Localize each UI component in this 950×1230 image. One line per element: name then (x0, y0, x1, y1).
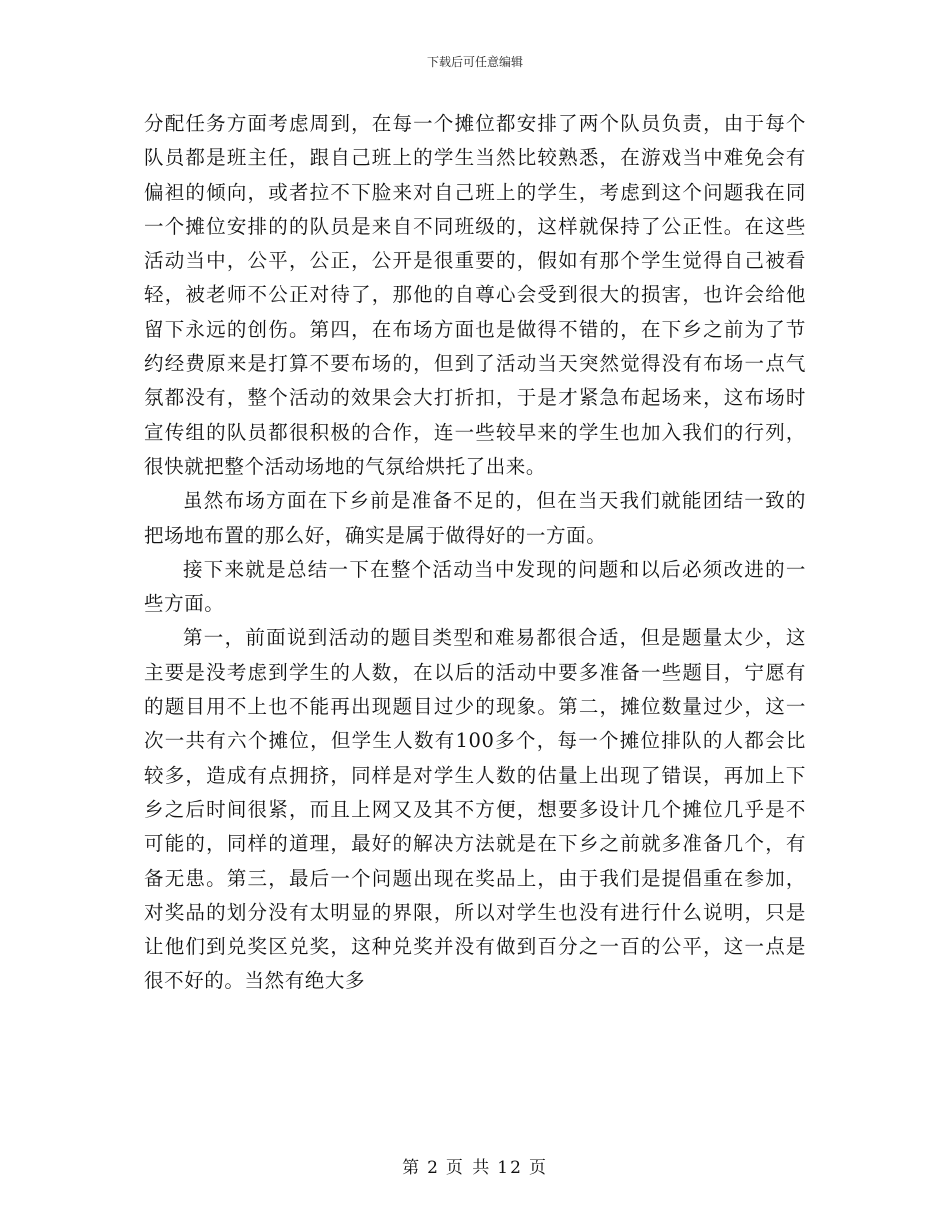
page-footer (0, 1153, 950, 1178)
page-header-note: 下载后可任意编辑 (426, 55, 523, 69)
footer-prefix: 第 (402, 1158, 422, 1178)
paragraph-2: 虽然布场方面在下乡前是准备不足的，但在当天我们就能团结一致的把场地布置的那么好，确实是属于做得好的一方面。 (144, 489, 806, 547)
footer-current-page: 2 (427, 1158, 440, 1178)
footer-total-pages: 12 (497, 1158, 523, 1178)
document-body (144, 107, 806, 999)
footer-suffix: 页 (528, 1158, 548, 1178)
footer-middle: 页 共 (445, 1158, 492, 1178)
paragraph-3: 接下来就是总结一下在整个活动当中发现的问题和以后必须改进的一些方面。 (144, 557, 806, 616)
paragraph-1: 分配任务方面考虑周到，在每一个摊位都安排了两个队员负责，由于每个队员都是班主任，跟自己班上的学生当然比较熟悉，在游戏当中难免会有偏袒的倾向，或者拉不下脸来对自己班上的学生，考虑到这个问题我在同一个摊位安排的的队员是来自不同班级的，这样就保持了公正性。在这些活动当中，公平，公正，公开是很重要的，假如有那个学生觉得自己被看轻，被老师不公正对待了，那他的自尊心会受到很大的损害，也许会给他留下永远的创伤。第四，在布场方面也是做得不错的，在下乡之前为了节约经费原来是打算不要布场的，但到了活动当天突然觉得没有布场一点气氛都没有，整个活动的效果会大打折扣，于是才紧急布起场来，这布场时宣传组的队员都很积极的合作，连一些较早来的学生也加入我们的行列，很快就把整个活动场地的气氛给烘托了出来。 (144, 112, 806, 478)
paragraph-4: 第一，前面说到活动的题目类型和难易都很合适，但是题量太少，这主要是没考虑到学生的人数，在以后的活动中要多准备一些题目，宁愿有的题目用不上也不能再出现题目过少的现象。第二，摊位数量过少，这一次一共有六个摊位，但学生人数有100多个，每一个摊位排队的人都会比较多，造成有点拥挤，同样是对学生人数的估量上出现了错误，再加上下乡之后时间很紧，而且上网又及其不方便，想要多设计几个摊位几乎是不可能的，同样的道理，最好的解决方法就是在下乡之前就多准备几个，有备无患。第三，最后一个问题出现在奖品上，由于我们是提倡重在参加，对奖品的划分没有太明显的界限，所以对学生也没有进行什么说明，只是让他们到兑奖区兑奖，这种兑奖并没有做到百分之一百的公平，这一点是很不好的。当然有绝大多 (144, 626, 806, 993)
